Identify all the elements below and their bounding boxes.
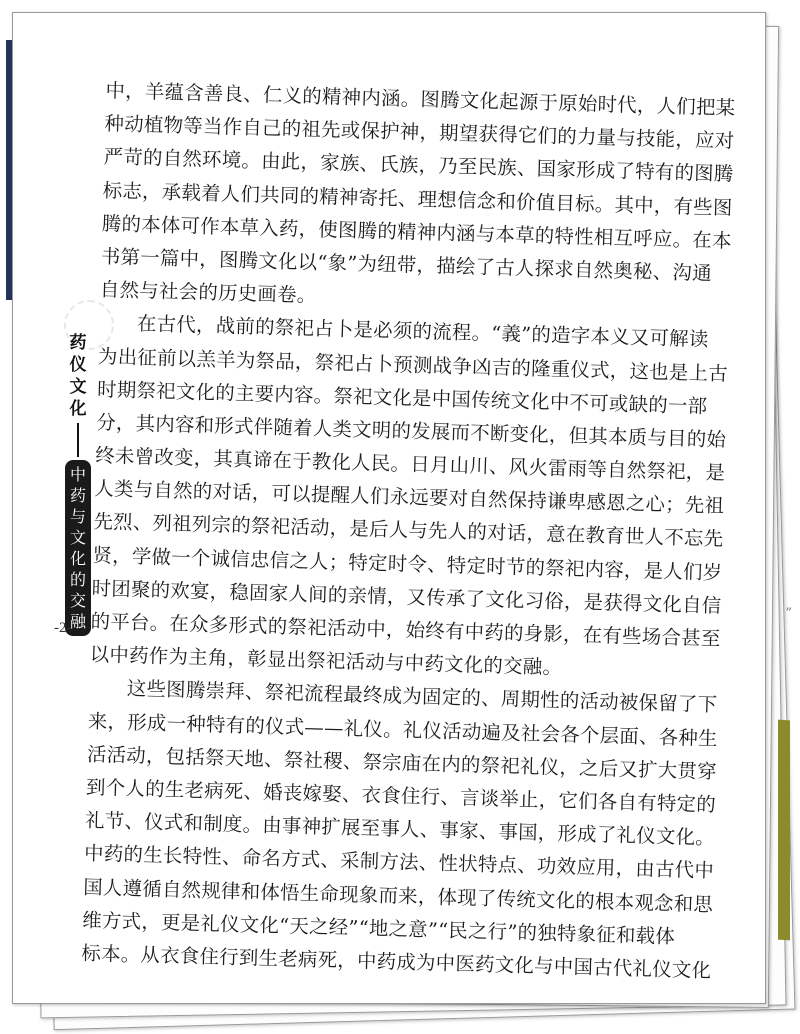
text-line: 国人遵循自然规律和体悟生命现象而来，体现了传统文化的根本观念和思 <box>82 875 714 916</box>
text-line: 种动植物等当作自己的祖先或保护神，期望获得它们的力量与技能，应对 <box>104 112 735 153</box>
text-line: 自然与社会的历史画卷。 <box>99 278 317 308</box>
rail-subtitle-char: 与 <box>69 507 86 526</box>
text-line: 标志，承载着人们共同的精神寄托、理想信念和价值目标。其中，有些图 <box>102 178 733 220</box>
rail-subtitle-tag <box>65 460 91 636</box>
text-line: 时团聚的欢宴，稳固家人间的亲情，又传承了文化习俗，是获得文化自信 <box>91 576 722 618</box>
text-line: 终未曾改变，其真谛在于教化人民。日月山川、风火雷雨等自然祭祀，是 <box>95 443 726 485</box>
rail-subtitle-char: 交 <box>69 591 86 610</box>
text-line: 分，其内容和形式伴随着人类文明的发展而不断变化，但其本质与目的始 <box>95 410 727 452</box>
text-line: 活活动，包括祭天地、祭社稷、祭宗庙在内的祭祀礼仪，之后又扩大贯穿 <box>86 742 718 784</box>
text-line: 贤，学做一个诚信忠信之人；特定时令、特定时节的祭祀内容，是人们岁 <box>92 543 723 585</box>
rail-title-char: 文 <box>69 377 87 397</box>
text-line: 以中药作为主角，彰显出祭祀活动与中药文化的交融。 <box>89 642 563 680</box>
rail-title-char: 药 <box>69 333 87 353</box>
text-line: 中，羊蕴含善良、仁义的精神内涵。图腾文化起源于原始时代，人们把某 <box>105 78 736 120</box>
rail-subtitle-char: 药 <box>69 486 86 505</box>
text-line: 严苛的自然环境。由此，家族、氏族，乃至民族、国家形成了特有的图腾 <box>103 145 734 186</box>
rail-title-char: 化 <box>69 399 87 419</box>
text-line: 时期祭祀文化的主要内容。祭祀文化是中国传统文化中不可或缺的一部 <box>96 377 708 418</box>
text-line: 人类与自然的对话，可以提醒人们永远要对自然保持谦卑感恩之心；先祖 <box>94 477 725 518</box>
text-line: 先烈、列祖列宗的祭祀活动，是后人与先人的对话，意在教育世人不忘先 <box>93 510 724 551</box>
text-line: 到个人的生老病死、婚丧嫁娶、衣食住行、言谈举止，它们各自有特定的 <box>85 775 717 817</box>
paragraph-start-line: 这些图腾崇拜、祭祀流程最终成为固定的、周期性的活动被保留了下 <box>126 677 718 717</box>
text-line: 来，形成一种特有的仪式——礼仪。礼仪活动遍及社会各个层面、各种生 <box>87 709 719 750</box>
rail-divider <box>77 423 79 457</box>
text-line: 维方式，更是礼仪文化“天之经”“地之意”“民之行”的独特象征和载体 <box>82 908 676 948</box>
cover-edge-olive <box>778 720 790 941</box>
text-line: 书第一篇中，图腾文化以“象”为纽带，描绘了古人探求自然奥秘、沟通 <box>100 244 713 285</box>
text-line: 为出征前以羔羊为祭品，祭祀占卜预测战争凶吉的隆重仪式，这也是上古 <box>97 344 729 385</box>
text-line: 的平台。在众多形式的祭祀活动中，始终有中药的身影，在有些场合甚至 <box>90 609 721 651</box>
text-line: 礼节、仪式和制度。由事神扩展至事人、事家、事国，形成了礼仪文化。 <box>84 808 716 850</box>
body-text <box>81 74 736 985</box>
text-line: 中药的生长特性、命名方式、采制方法、性状特点、功效应用，由古代中 <box>83 842 715 883</box>
rail-title-char: 仪 <box>69 355 87 375</box>
rail-subtitle-char: 中 <box>69 465 86 484</box>
book-page <box>16 14 760 1000</box>
paragraph-start-line: 在古代，战前的祭祀占卜是必须的流程。“義”的造字本义又可解读 <box>136 312 709 352</box>
page-number: -2- <box>54 620 72 636</box>
text-line: 标本。从衣食住行到生老病死，中药成为中医药文化与中国古代礼仪文化 <box>81 941 712 983</box>
rail-subtitle-char: 的 <box>69 570 86 589</box>
rail-subtitle-char: 融 <box>69 612 86 631</box>
next-page-peek-mark: ” <box>785 606 792 621</box>
rail-subtitle-char: 化 <box>69 549 86 568</box>
rail-subtitle-char: 文 <box>69 528 86 547</box>
text-line: 腾的本体可作本草入药，使图腾的精神内涵与本草的特性相互呼应。在本 <box>101 211 733 253</box>
